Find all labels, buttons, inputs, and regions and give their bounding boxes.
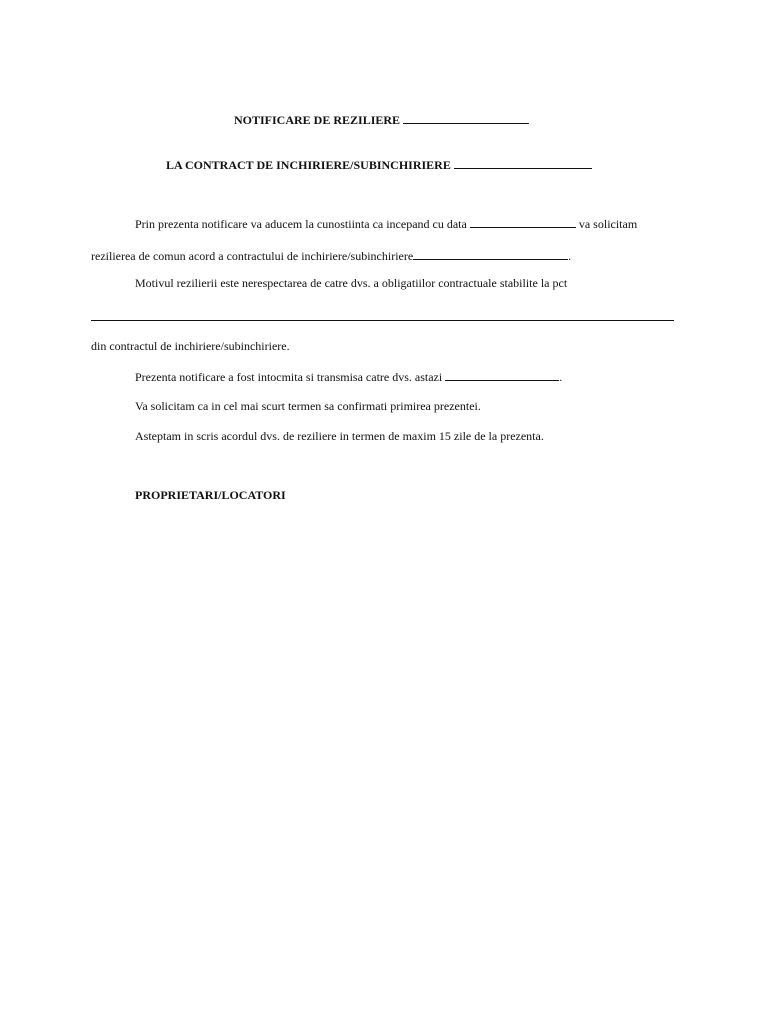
today-blank [445,369,559,381]
subtitle-line [166,157,592,172]
paragraph2-end: din contractul de inchiriere/subinchiriere. [91,339,290,353]
paragraph3-line [135,369,562,384]
document-subtitle: LA CONTRACT DE INCHIRIERE/SUBINCHIRIERE [166,158,451,172]
period-2: . [559,370,563,384]
paragraph1-text: Prin prezenta notificare va aducem la cunostiinta ca incepand cu data [135,217,467,231]
paragraph5-text: Asteptam in scris acordul dvs. de reziliere in termen de maxim 15 zile de la prezenta. [135,429,544,443]
title-line [234,112,529,127]
paragraph2-text: Motivul rezilierii este nerespectarea de catre dvs. a obligatiilor contractuale stabilite la pct [135,276,568,290]
paragraph1-line1 [135,216,637,231]
paragraph1-continuation: rezilierea de comun acord a contractului de inchiriere/subinchiriere [91,249,414,263]
title-blank [403,112,529,124]
paragraph1-line2 [91,248,571,263]
document-title: NOTIFICARE DE REZILIERE [234,113,401,127]
contract-blank [413,248,568,260]
paragraph3-text: Prezenta notificare a fost intocmita si transmisa catre dvs. astazi [135,370,443,384]
paragraph1-text-end: va solicitam [578,217,638,231]
period: . [568,249,572,263]
signature-line [135,488,286,502]
paragraph5-line [135,429,544,443]
signature-label: PROPRIETARI/LOCATORI [135,488,286,502]
paragraph4-line [135,399,481,413]
paragraph2-line2 [91,339,290,353]
paragraph2-line1 [135,276,567,290]
date-blank [470,216,576,228]
paragraph4-text: Va solicitam ca in cel mai scurt termen sa confirmati primirea prezentei. [135,399,481,413]
reason-blank-line [91,320,674,321]
subtitle-blank [454,157,592,169]
